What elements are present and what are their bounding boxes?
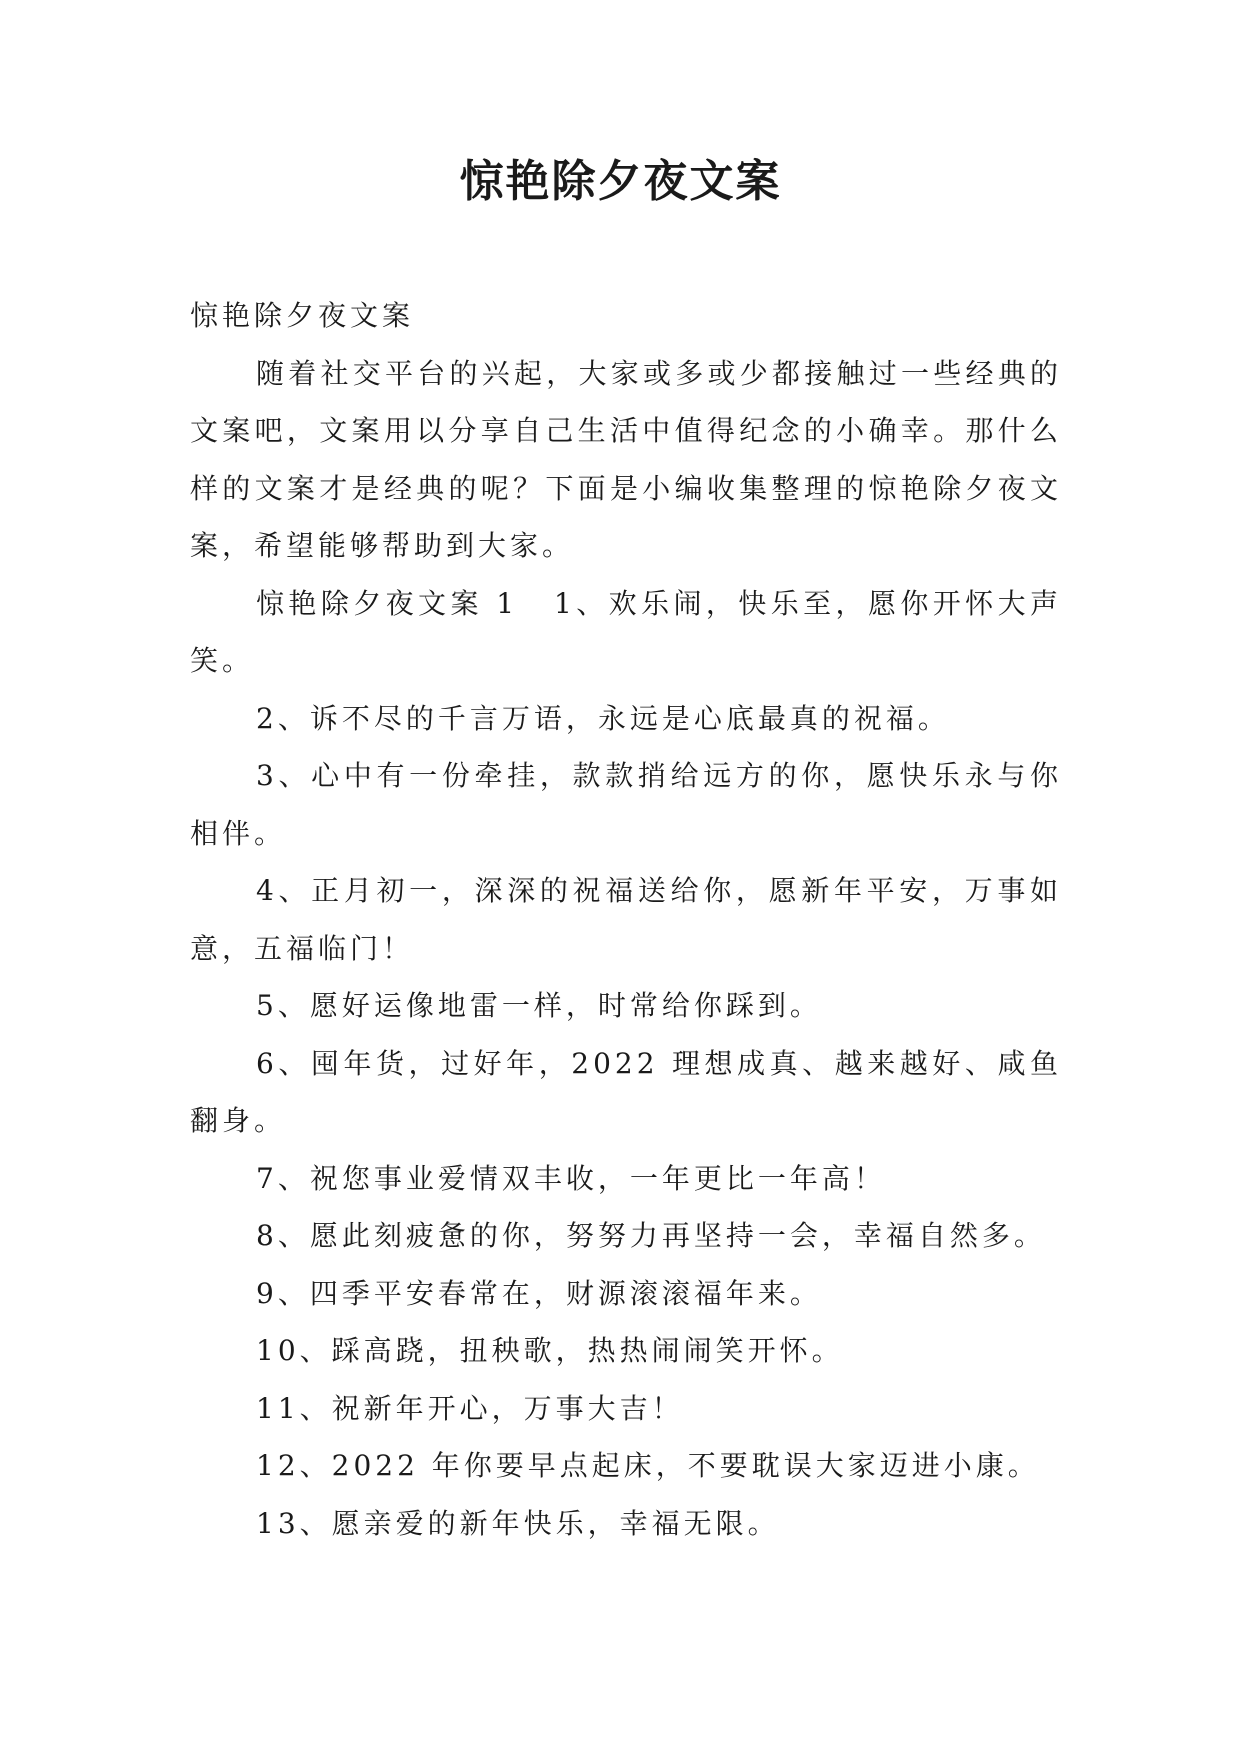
list-item: 6、囤年货，过好年，2022 理想成真、越来越好、咸鱼翻身。 [190, 1046, 1062, 1137]
list-item: 9、四季平安春常在，财源滚滚福年来。 [256, 1276, 822, 1310]
list-item: 5、愿好运像地雷一样，时常给你踩到。 [256, 989, 822, 1022]
subtitle: 惊艳除夕夜文案 [190, 299, 415, 332]
document-title: 惊艳除夕夜文案 [459, 156, 782, 207]
list-item: 13、愿亲爱的新年快乐，幸福无限。 [256, 1506, 780, 1540]
list-item: 7、祝您事业爱情双丰收，一年更比一年高！ [256, 1161, 886, 1195]
intro-paragraph: 随着社交平台的兴起，大家或多或少都接触过一些经典的文案吧，文案用以分享自己生活中值得纪念的小确幸。那什么样的文案才是经典的呢？下面是小编收集整理的惊艳除夕夜文案，希望能够帮助到大家。 [190, 356, 1062, 562]
document-body [190, 287, 1062, 1552]
list-item: 3、心中有一份牵挂，款款捎给远方的你，愿快乐永与你相伴。 [190, 759, 1062, 850]
list-item: 1、欢乐闹，快乐至，愿你开怀大声笑。 [190, 586, 1062, 677]
list-item: 8、愿此刻疲惫的你，努努力再坚持一会，幸福自然多。 [256, 1219, 1046, 1252]
list-item: 2、诉不尽的千言万语，永远是心底最真的祝福。 [256, 701, 950, 735]
list-item: 11、祝新年开心，万事大吉！ [256, 1391, 684, 1425]
list-item: 4、正月初一，深深的祝福送给你，愿新年平安，万事如意，五福临门！ [190, 874, 1062, 965]
list-item: 12、2022 年你要早点起床，不要耽误大家迈进小康。 [256, 1449, 1040, 1482]
list-item: 10、踩高跷，扭秧歌，热热闹闹笑开怀。 [256, 1334, 844, 1367]
section-paragraph [190, 575, 1062, 690]
section-heading: 惊艳除夕夜文案 1 [256, 586, 519, 620]
